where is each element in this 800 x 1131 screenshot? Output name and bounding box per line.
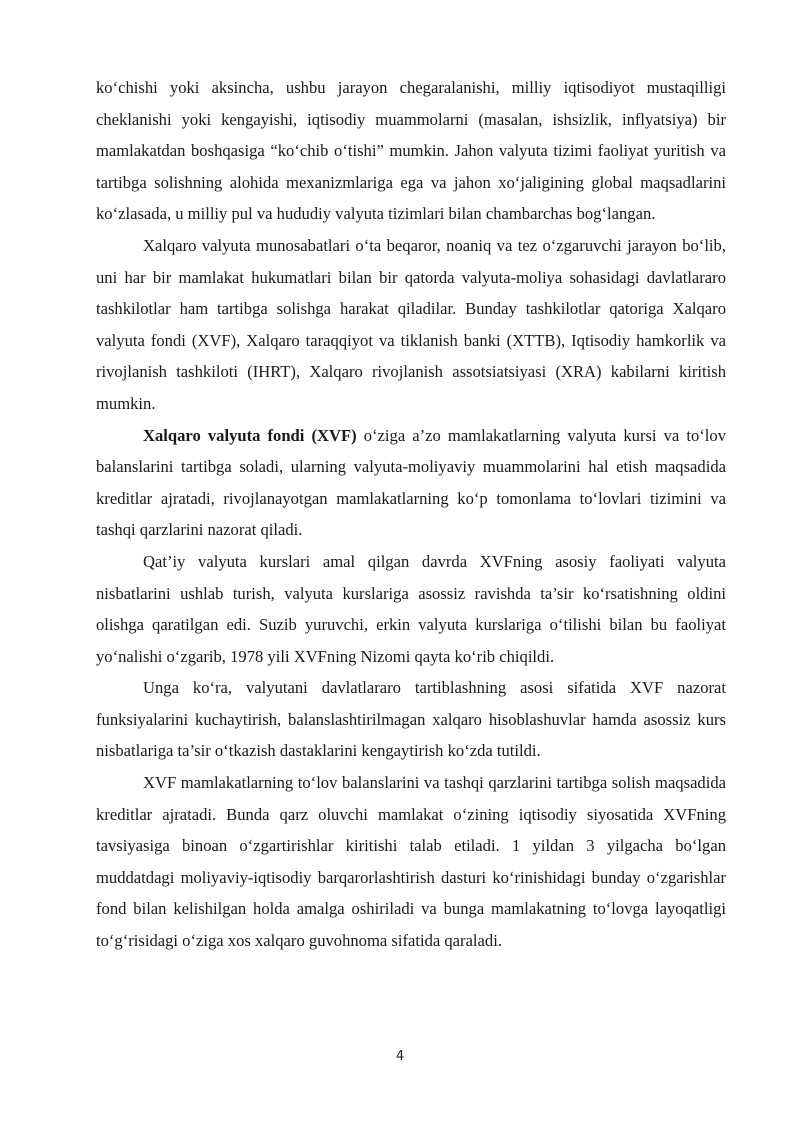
paragraph-text: Unga ko‘ra, valyutani davlatlararo tartiblashning asosi sifatida XVF nazorat funksiyalarini kuchaytirish, balanslashtirilmagan xalqaro hisoblashuvlar hamda asossiz kurs nisbatlariga ta’sir o‘tkazish dastaklarini kengaytirish ko‘zda tutildi. xyxy=(96,678,726,761)
paragraph-text: ko‘chishi yoki aksincha, ushbu jarayon chegaralanishi, milliy iqtisodiyot mustaqilligi cheklanishi yoki kengayishi, iqtisodiy muammolarni (masalan, ishsizlik, inflyatsiya) bir mamlakatdan boshqasiga “ko‘chib o‘tishi” mumkin. Jahon valyuta tizimi faoliyat yuritish va tartibga solishning alohida mexanizmlariga ega va jahon xo‘jaligining global maqsadlarini ko‘zlasada, u milliy pul va hududiy valyuta tizimlari bilan chambarchas bog‘langan. xyxy=(96,78,726,224)
paragraph-text: Qat’iy valyuta kurslari amal qilgan davrda XVFning asosiy faoliyati valyuta nisbatlarini ushlab turish, valyuta kurslariga asossiz ravishda ta’sir ko‘rsatishning oldini olishga qaratilgan edi. Suzib yuruvchi, erkin valyuta kurslariga o‘tilishi bilan bu faoliyat yo‘nalishi o‘zgarib, 1978 yili XVFning Nizomi qayta ko‘rib chiqildi. xyxy=(96,551,726,666)
page-number: 4 xyxy=(395,1049,405,1064)
paragraph-text: o‘ziga a’zo mamlakatlarning valyuta kursi va to‘lov balanslarini tartibga soladi, ularning valyuta-moliyaviy muammolarini hal etish maqsadida kreditlar ajratadi, rivojlanayotgan mamlakatlarning ko‘p tomonlama to‘lovlari tizimini va tashqi qarzlarini nazorat qiladi. xyxy=(96,425,727,540)
paragraph-fixed-exchange-rates xyxy=(96,546,726,672)
paragraph-continuation xyxy=(96,72,726,230)
bold-term: Xalqaro valyuta fondi (XVF) xyxy=(143,425,357,445)
paragraph-text: XVF mamlakatlarning to‘lov balanslarini va tashqi qarzlarini tartibga solish maqsadida kreditlar ajratadi. Bunda qarz oluvchi mamlakat o‘zining iqtisodiy siyosatida XVFning tavsiyasiga binoan o‘zgartirishlar kiritishi talab etiladi. 1 yildan 3 yilgacha bo‘lgan muddatdagi moliyaviy-iqtisodiy barqarorlashtirish dasturi ko‘rinishidagi bunday o‘zgarishlar fond bilan kelishilgan holda amalga oshiriladi va bunga mamlakatning to‘lovga layoqatligi to‘g‘risidagi o‘ziga xos xalqaro guvohnoma sifatida qaraladi. xyxy=(96,773,726,951)
paragraph-international-currency-relations xyxy=(96,230,726,420)
paragraph-imf-credits xyxy=(96,767,726,957)
paragraph-imf-definition xyxy=(96,420,726,546)
paragraph-text: Xalqaro valyuta munosabatlari o‘ta beqaror, noaniq va tez o‘zgaruvchi jarayon bo‘lib, uni har bir mamlakat hukumatlari bilan bir qatorda valyuta-moliya sohasidagi davlatlararo tashkilotlar ham tartibga solishga harakat qiladilar. Bunday tashkilotlar qatoriga Xalqaro valyuta fondi (XVF), Xalqaro taraqqiyot va tiklanish banki (XTTB), Iqtisodiy hamkorlik va rivojlanish tashkiloti (IHRT), Xalqaro rivojlanish assotsiatsiyasi (XRA) kabilarni kiritish mumkin. xyxy=(96,235,726,413)
document-body xyxy=(96,72,726,957)
paragraph-imf-control-functions xyxy=(96,672,726,767)
